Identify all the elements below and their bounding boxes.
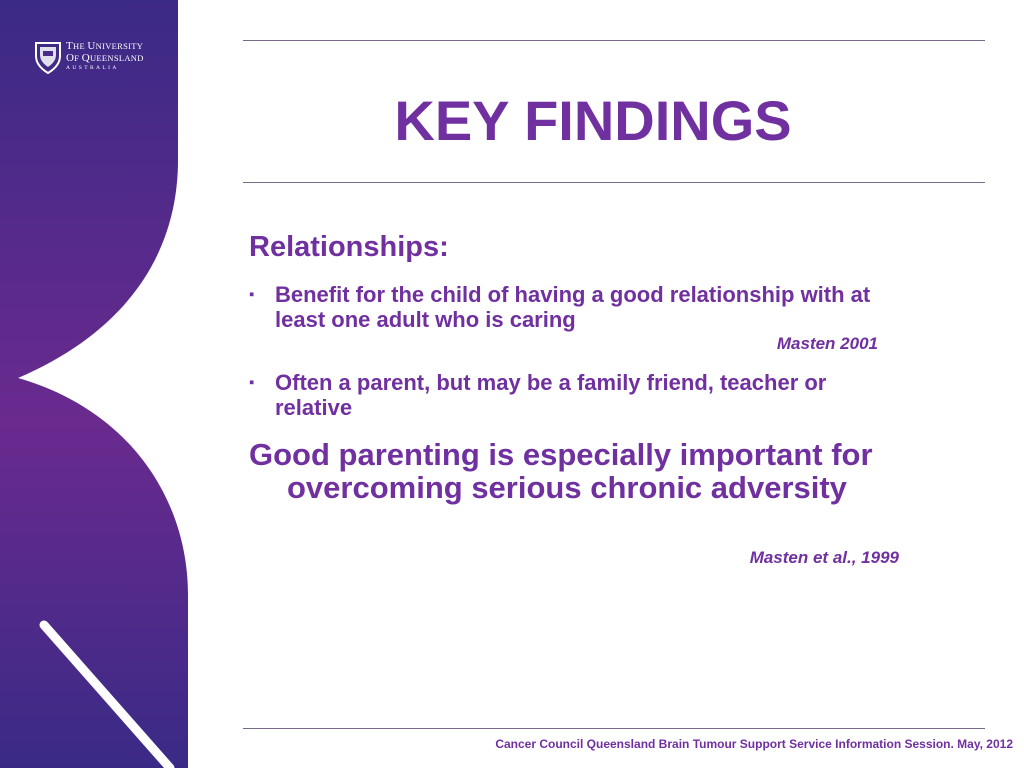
logo-line1-initial: T — [66, 40, 74, 52]
bullet-item — [249, 370, 899, 420]
bullet-text: Benefit for the child of having a good relationship with at least one adult who is caring — [275, 282, 871, 332]
logo-line2-initial: O — [66, 52, 75, 64]
key-statement: Good parenting is especially important for overcoming serious chronic adversity — [249, 437, 873, 505]
side-panel-shape — [0, 0, 188, 768]
square-bullet-icon: ▪ — [249, 374, 255, 391]
logo-line2-word2-rest: UEENSLAND — [89, 53, 144, 63]
logo-line1-word2-rest: NIVERSITY — [95, 41, 144, 51]
square-bullet-icon: ▪ — [249, 286, 255, 303]
university-crest-icon — [34, 40, 62, 74]
logo-line1-rest: HE — [73, 41, 88, 51]
logo-line2-word2-initial: Q — [81, 52, 90, 64]
bullet-item — [249, 282, 899, 332]
logo-line1-word2-initial: U — [87, 40, 96, 52]
title-divider — [243, 182, 985, 183]
bullet-text: Often a parent, but may be a family friend, teacher or relative — [275, 370, 827, 420]
university-logo — [34, 40, 164, 80]
side-panel — [0, 0, 200, 768]
footer-divider — [243, 728, 985, 729]
top-divider — [243, 40, 985, 41]
footer-text: Cancer Council Queensland Brain Tumour Support Service Information Session. May, 2012 — [495, 737, 1013, 751]
statement-citation: Masten et al., 1999 — [749, 548, 899, 567]
slide-title: KEY FINDINGS — [394, 89, 792, 152]
bullet-citation: Masten 2001 — [776, 334, 878, 353]
logo-line2-rest: F — [74, 53, 82, 63]
logo-country: AUSTRALIA — [66, 65, 119, 71]
section-heading: Relationships: — [249, 231, 449, 263]
